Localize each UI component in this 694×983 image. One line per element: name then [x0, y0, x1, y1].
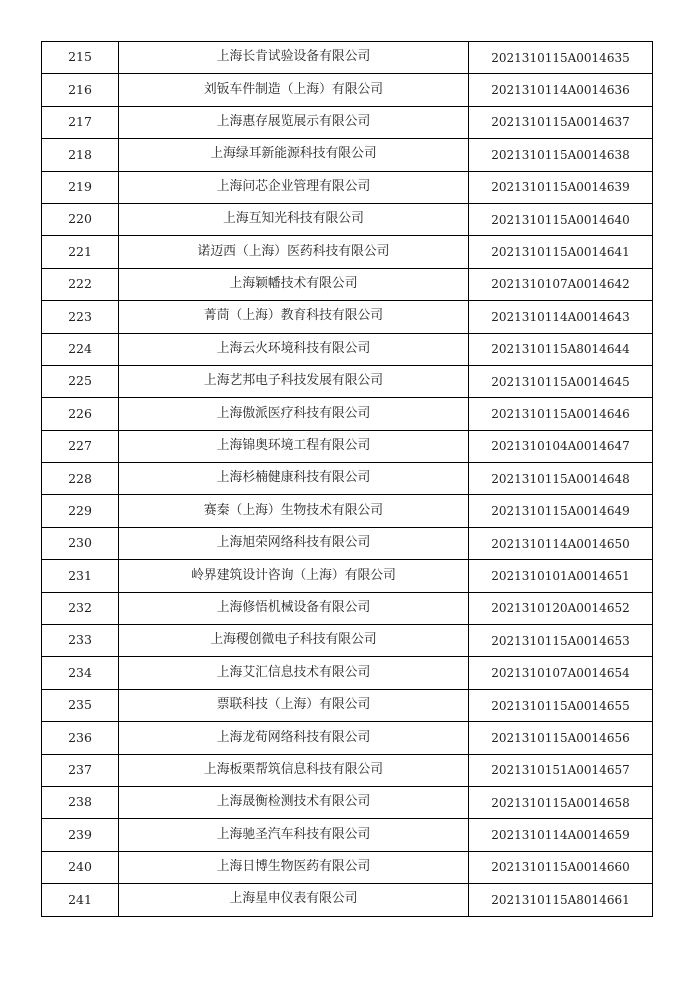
row-number: 221 — [42, 236, 119, 268]
row-number: 232 — [42, 592, 119, 624]
row-number: 228 — [42, 463, 119, 495]
registration-code: 2021310120A0014652 — [469, 592, 653, 624]
registration-code: 2021310115A0014637 — [469, 106, 653, 138]
registration-code: 2021310115A0014649 — [469, 495, 653, 527]
row-number: 235 — [42, 689, 119, 721]
registration-code: 2021310115A0014635 — [469, 42, 653, 74]
company-name: 菁茼（上海）教育科技有限公司 — [119, 301, 469, 333]
document-page — [41, 41, 652, 917]
table-row — [42, 819, 653, 851]
table-row — [42, 430, 653, 462]
company-name: 票联科技（上海）有限公司 — [119, 689, 469, 721]
registration-code: 2021310114A0014650 — [469, 527, 653, 559]
row-number: 218 — [42, 139, 119, 171]
row-number: 216 — [42, 74, 119, 106]
table-row — [42, 851, 653, 883]
table-row — [42, 625, 653, 657]
registration-code: 2021310115A0014646 — [469, 398, 653, 430]
company-name: 诺迈西（上海）医药科技有限公司 — [119, 236, 469, 268]
registration-code: 2021310115A0014653 — [469, 625, 653, 657]
row-number: 229 — [42, 495, 119, 527]
company-name: 上海绿耳新能源科技有限公司 — [119, 139, 469, 171]
registration-code: 2021310107A0014642 — [469, 268, 653, 300]
company-name: 上海修悟机械设备有限公司 — [119, 592, 469, 624]
company-name: 上海龙荀网络科技有限公司 — [119, 722, 469, 754]
company-name: 上海颖幡技术有限公司 — [119, 268, 469, 300]
table-row — [42, 657, 653, 689]
registration-code: 2021310115A0014638 — [469, 139, 653, 171]
row-number: 224 — [42, 333, 119, 365]
registration-code: 2021310115A0014645 — [469, 365, 653, 397]
row-number: 227 — [42, 430, 119, 462]
table-row — [42, 139, 653, 171]
row-number: 231 — [42, 560, 119, 592]
row-number: 234 — [42, 657, 119, 689]
table-row — [42, 365, 653, 397]
registration-code: 2021310115A0014655 — [469, 689, 653, 721]
company-name: 上海互知光科技有限公司 — [119, 203, 469, 235]
row-number: 241 — [42, 884, 119, 916]
table-row — [42, 560, 653, 592]
company-name: 上海日博生物医药有限公司 — [119, 851, 469, 883]
row-number: 239 — [42, 819, 119, 851]
registration-code: 2021310115A0014658 — [469, 786, 653, 818]
row-number: 225 — [42, 365, 119, 397]
registration-code: 2021310115A0014640 — [469, 203, 653, 235]
company-name: 岭界建筑设计咨询（上海）有限公司 — [119, 560, 469, 592]
company-name: 上海稷创微电子科技有限公司 — [119, 625, 469, 657]
registration-code: 2021310115A8014661 — [469, 884, 653, 916]
company-name: 上海星申仪表有限公司 — [119, 884, 469, 916]
table-row — [42, 398, 653, 430]
company-list-table — [41, 41, 653, 917]
company-name: 上海板栗帮筑信息科技有限公司 — [119, 754, 469, 786]
company-list-body — [42, 42, 653, 917]
table-row — [42, 786, 653, 818]
company-name: 上海艺邦电子科技发展有限公司 — [119, 365, 469, 397]
registration-code: 2021310115A0014656 — [469, 722, 653, 754]
row-number: 238 — [42, 786, 119, 818]
company-name: 上海问芯企业管理有限公司 — [119, 171, 469, 203]
registration-code: 2021310151A0014657 — [469, 754, 653, 786]
registration-code: 2021310107A0014654 — [469, 657, 653, 689]
registration-code: 2021310104A0014647 — [469, 430, 653, 462]
company-name: 上海杉楠健康科技有限公司 — [119, 463, 469, 495]
table-row — [42, 42, 653, 74]
table-row — [42, 203, 653, 235]
row-number: 230 — [42, 527, 119, 559]
table-row — [42, 592, 653, 624]
row-number: 223 — [42, 301, 119, 333]
registration-code: 2021310114A0014659 — [469, 819, 653, 851]
company-name: 上海惠存展览展示有限公司 — [119, 106, 469, 138]
registration-code: 2021310114A0014636 — [469, 74, 653, 106]
row-number: 215 — [42, 42, 119, 74]
table-row — [42, 884, 653, 916]
row-number: 226 — [42, 398, 119, 430]
table-row — [42, 463, 653, 495]
table-row — [42, 106, 653, 138]
table-row — [42, 333, 653, 365]
table-row — [42, 689, 653, 721]
company-name: 上海艾汇信息技术有限公司 — [119, 657, 469, 689]
registration-code: 2021310114A0014643 — [469, 301, 653, 333]
table-row — [42, 754, 653, 786]
company-name: 上海驰圣汽车科技有限公司 — [119, 819, 469, 851]
company-name: 上海晟衡检测技术有限公司 — [119, 786, 469, 818]
company-name: 上海云火环境科技有限公司 — [119, 333, 469, 365]
company-name: 赛秦（上海）生物技术有限公司 — [119, 495, 469, 527]
company-name: 刘钣车件制造（上海）有限公司 — [119, 74, 469, 106]
registration-code: 2021310115A0014641 — [469, 236, 653, 268]
company-name: 上海傲派医疗科技有限公司 — [119, 398, 469, 430]
registration-code: 2021310115A0014660 — [469, 851, 653, 883]
row-number: 237 — [42, 754, 119, 786]
registration-code: 2021310101A0014651 — [469, 560, 653, 592]
registration-code: 2021310115A0014648 — [469, 463, 653, 495]
table-row — [42, 527, 653, 559]
company-name: 上海长肯试验设备有限公司 — [119, 42, 469, 74]
table-row — [42, 236, 653, 268]
row-number: 236 — [42, 722, 119, 754]
row-number: 220 — [42, 203, 119, 235]
row-number: 233 — [42, 625, 119, 657]
row-number: 222 — [42, 268, 119, 300]
row-number: 217 — [42, 106, 119, 138]
table-row — [42, 74, 653, 106]
company-name: 上海锦奥环境工程有限公司 — [119, 430, 469, 462]
row-number: 219 — [42, 171, 119, 203]
table-row — [42, 171, 653, 203]
table-row — [42, 301, 653, 333]
registration-code: 2021310115A0014639 — [469, 171, 653, 203]
table-row — [42, 495, 653, 527]
table-row — [42, 268, 653, 300]
table-row — [42, 722, 653, 754]
registration-code: 2021310115A8014644 — [469, 333, 653, 365]
company-name: 上海旭荣网络科技有限公司 — [119, 527, 469, 559]
row-number: 240 — [42, 851, 119, 883]
